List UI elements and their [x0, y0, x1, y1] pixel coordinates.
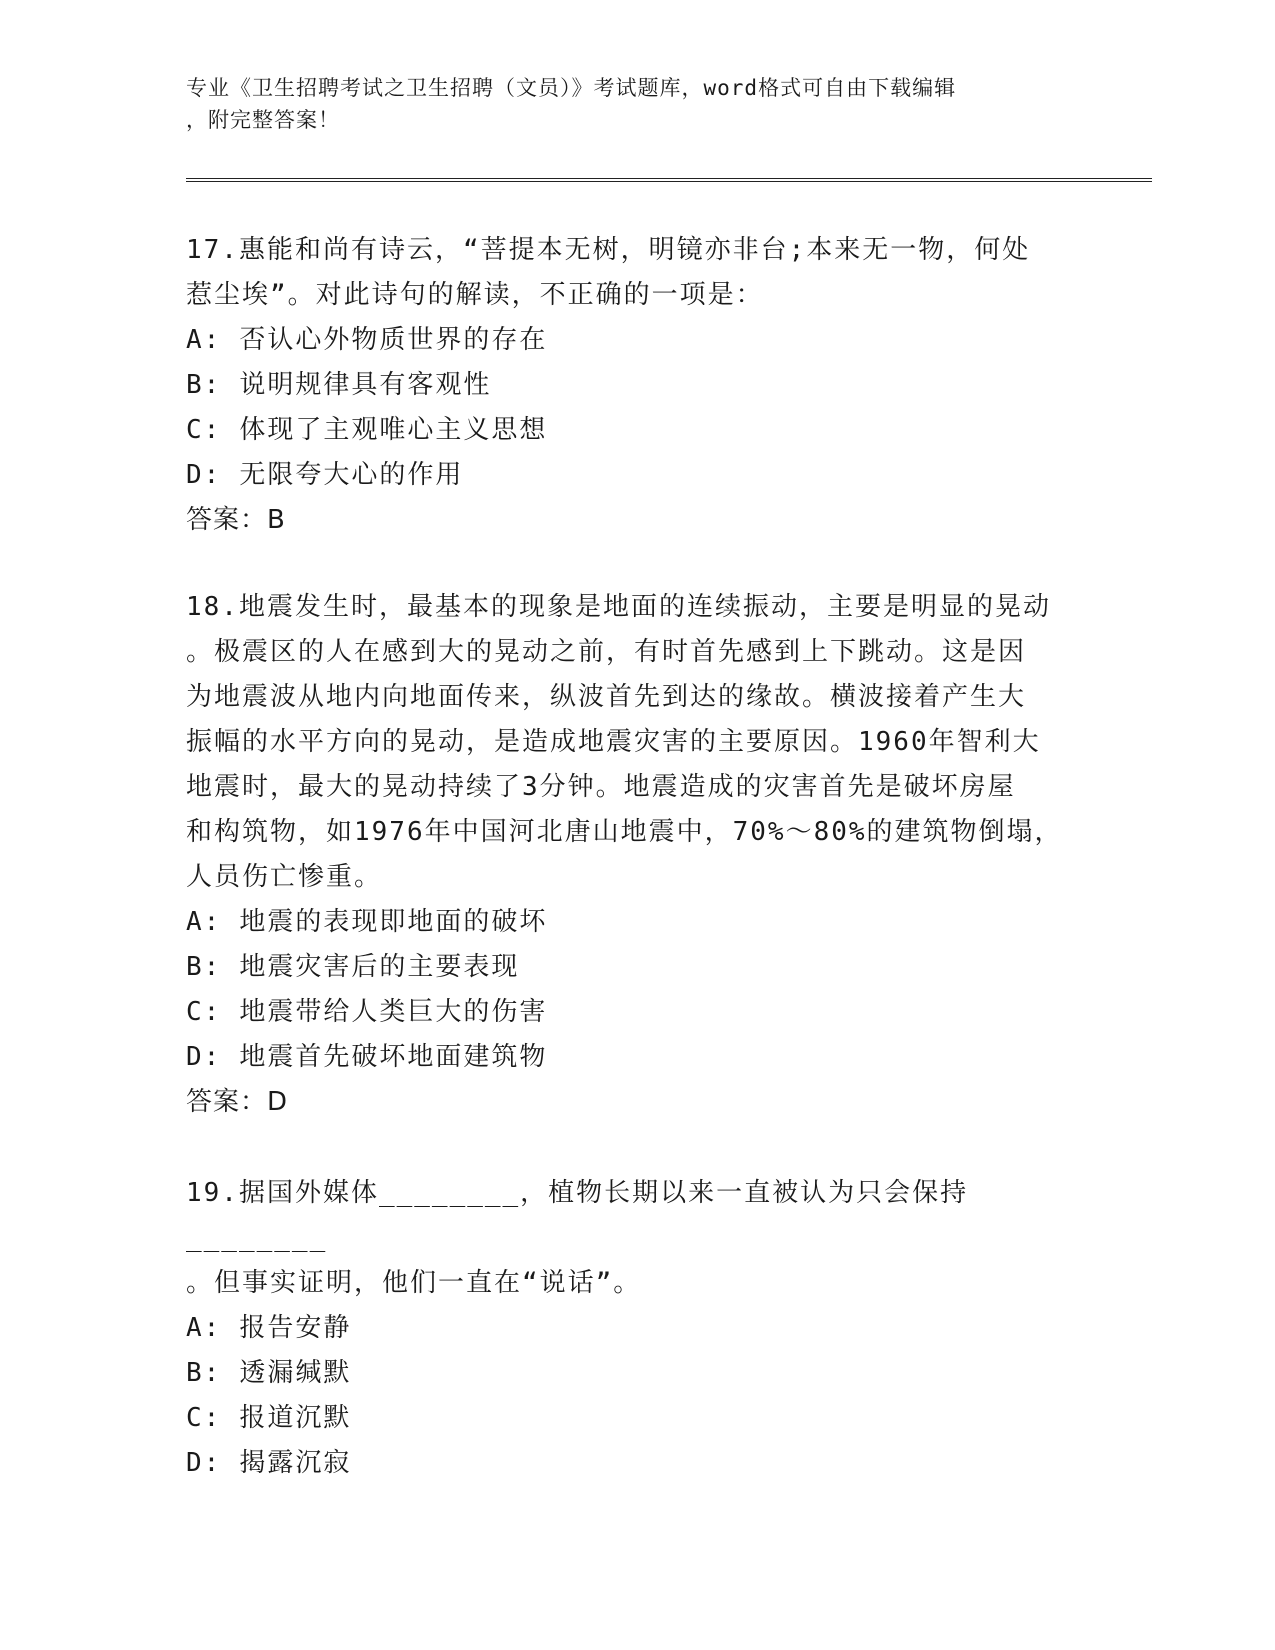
option-letter: A:: [186, 1313, 222, 1343]
option-d: [186, 1035, 1086, 1080]
answer: 答案：D: [186, 1087, 289, 1117]
option-b: [186, 945, 1086, 990]
option-letter: D:: [186, 460, 222, 490]
stem-line: 17.惠能和尚有诗云，“菩提本无树，明镜亦非台;本来无一物，何处: [186, 235, 1031, 265]
stem-line: 地震时，最大的晃动持续了3分钟。地震造成的灾害首先是破坏房屋: [186, 772, 1016, 802]
option-letter: A:: [186, 325, 222, 355]
question-stem: [186, 1171, 1086, 1306]
option-text: 报告安静: [239, 1313, 352, 1343]
question-stem: [186, 228, 1086, 318]
header-line-1: 专业《卫生招聘考试之卫生招聘（文员）》考试题库，word格式可自由下载编辑: [186, 76, 957, 100]
option-a: [186, 1306, 1086, 1351]
option-text: 说明规律具有客观性: [239, 370, 492, 400]
option-d: [186, 1441, 1086, 1486]
option-letter: B:: [186, 370, 222, 400]
option-letter: B:: [186, 952, 222, 982]
option-letter: D:: [186, 1042, 222, 1072]
stem-line: 。但事实证明，他们一直在“说话”。: [186, 1268, 642, 1298]
option-a: [186, 900, 1086, 945]
option-text: 地震灾害后的主要表现: [239, 952, 520, 982]
option-text: 无限夸大心的作用: [239, 460, 464, 490]
stem-line: 。极震区的人在感到大的晃动之前，有时首先感到上下跳动。这是因: [186, 637, 1027, 667]
option-letter: C:: [186, 415, 222, 445]
option-text: 地震的表现即地面的破坏: [239, 907, 548, 937]
stem-line: 为地震波从地内向地面传来，纵波首先到达的缘故。横波接着产生大: [186, 682, 1027, 712]
option-c: [186, 1396, 1086, 1441]
option-text: 否认心外物质世界的存在: [239, 325, 548, 355]
document-header: [186, 72, 1086, 136]
option-letter: A:: [186, 907, 222, 937]
option-c: [186, 990, 1086, 1035]
stem-line: 人员伤亡惨重。: [186, 862, 383, 892]
option-text: 揭露沉寂: [239, 1448, 352, 1478]
option-letter: D:: [186, 1448, 222, 1478]
option-a: [186, 318, 1086, 363]
question-18: [186, 585, 1086, 1125]
option-d: [186, 453, 1086, 498]
header-divider: [186, 178, 1152, 182]
answer: 答案：B: [186, 505, 286, 535]
option-letter: C:: [186, 1403, 222, 1433]
question-19: [186, 1171, 1086, 1486]
option-text: 透漏缄默: [239, 1358, 352, 1388]
option-text: 地震带给人类巨大的伤害: [239, 997, 548, 1027]
stem-line: 惹尘埃”。对此诗句的解读，不正确的一项是：: [186, 280, 764, 310]
option-b: [186, 1351, 1086, 1396]
option-letter: B:: [186, 1358, 222, 1388]
option-text: 体现了主观唯心主义思想: [239, 415, 548, 445]
option-c: [186, 408, 1086, 453]
option-b: [186, 363, 1086, 408]
stem-line: 19.据国外媒体________，植物长期以来一直被认为只会保持________: [186, 1178, 969, 1253]
option-letter: C:: [186, 997, 222, 1027]
question-17: [186, 228, 1086, 543]
stem-line: 18.地震发生时，最基本的现象是地面的连续振动，主要是明显的晃动: [186, 592, 1051, 622]
stem-line: 振幅的水平方向的晃动，是造成地震灾害的主要原因。1960年智利大: [186, 727, 1041, 757]
question-stem: [186, 585, 1086, 900]
option-text: 地震首先破坏地面建筑物: [239, 1042, 548, 1072]
stem-line: 和构筑物，如1976年中国河北唐山地震中，70%～80%的建筑物倒塌，: [186, 817, 1063, 847]
header-line-2: ，附完整答案！: [186, 108, 340, 132]
option-text: 报道沉默: [239, 1403, 352, 1433]
